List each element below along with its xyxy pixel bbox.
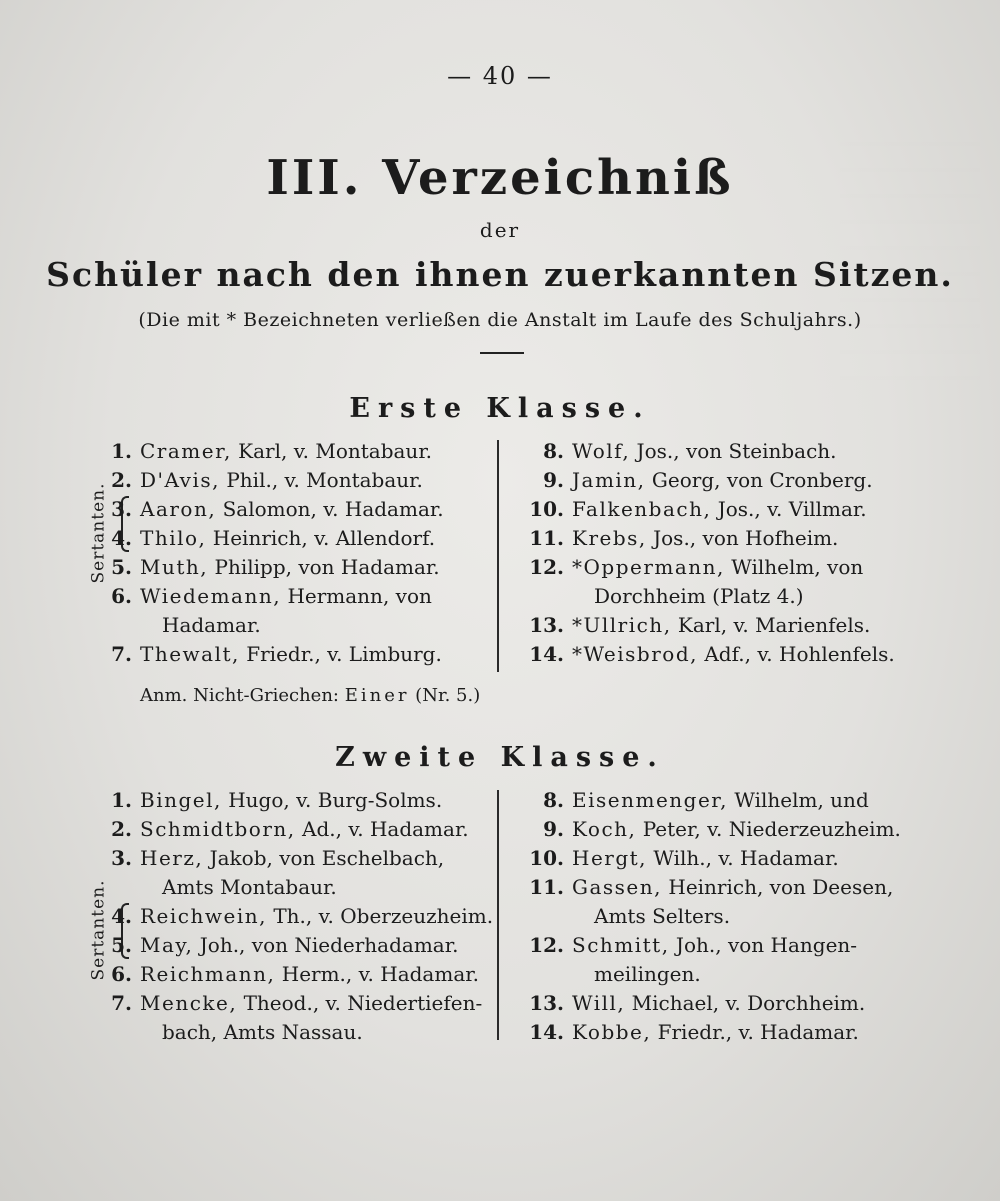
entry-continuation: Amts Montabaur. (162, 875, 337, 899)
entry-number: 11. (529, 526, 564, 550)
first-class-left-column (100, 437, 444, 669)
entry-number: 10. (529, 846, 564, 870)
student-surname: Krebs, (572, 526, 647, 550)
list-item (100, 553, 444, 582)
student-surname: Cramer, (140, 439, 232, 463)
student-details: Friedr., v. Limburg. (239, 642, 442, 666)
second-class-heading: Zweite Klasse. (335, 742, 665, 773)
entry-number: 12. (529, 555, 564, 579)
entry-number: 2. (111, 817, 132, 841)
student-surname: Eisenmenger, (572, 788, 729, 812)
student-surname: Wiedemann, (140, 584, 282, 608)
remark-line (140, 685, 480, 706)
first-class-sidenote: Sertanten. (88, 482, 109, 584)
student-surname: Gassen, (572, 875, 663, 899)
list-item (518, 873, 901, 902)
student-surname: Schmidtborn, (140, 817, 296, 841)
entry-continuation: Hadamar. (162, 613, 261, 637)
student-details: Karl, v. Montabaur. (231, 439, 433, 463)
student-details: Theod., v. Niedertiefen- (237, 991, 483, 1015)
entry-number: 9. (543, 468, 564, 492)
page-subtitle: Schüler nach den ihnen zuerkannten Sitzen. (46, 255, 954, 294)
entry-number: 2. (111, 468, 132, 492)
list-item (518, 524, 895, 553)
entry-number: 14. (529, 1020, 564, 1044)
entry-number: 7. (111, 991, 132, 1015)
student-surname: Bingel, (140, 788, 222, 812)
remark-emphasis: Einer (344, 685, 410, 706)
list-item (518, 815, 901, 844)
student-surname: Kobbe, (572, 1020, 652, 1044)
list-item (518, 495, 895, 524)
entry-continuation: meilingen. (594, 962, 701, 986)
student-details: Joh., von Hangen- (669, 933, 858, 957)
list-item (518, 466, 895, 495)
list-item (100, 931, 493, 960)
student-surname: Herz, (140, 846, 204, 870)
list-item (518, 1018, 901, 1047)
student-details: Hermann, von (281, 584, 432, 608)
first-class-right-column (518, 437, 895, 669)
entry-number: 11. (529, 875, 564, 899)
column-divider (497, 440, 499, 672)
column-divider (497, 790, 499, 1040)
student-surname: Schmitt, (572, 933, 670, 957)
entry-continuation: Amts Selters. (594, 904, 731, 928)
student-details: Jos., von Steinbach. (630, 439, 837, 463)
entry-number: 6. (111, 962, 132, 986)
list-item (518, 437, 895, 466)
student-details: Jakob, von Eschelbach, (203, 846, 445, 870)
entry-number: 8. (543, 439, 564, 463)
student-surname: *Weisbrod, (572, 642, 698, 666)
student-details: Karl, v. Marienfels. (671, 613, 871, 637)
list-item (518, 640, 895, 669)
student-details: Heinrich, von Deesen, (662, 875, 894, 899)
list-item (100, 524, 444, 553)
second-class-right-column (518, 786, 901, 1047)
first-class-heading: Erste Klasse. (349, 393, 651, 424)
entry-number: 13. (529, 991, 564, 1015)
list-item (100, 495, 444, 524)
list-item (518, 931, 901, 960)
student-details: Friedr., v. Hadamar. (651, 1020, 859, 1044)
student-details: Philipp, von Hadamar. (208, 555, 440, 579)
student-details: Salomon, v. Hadamar. (216, 497, 444, 521)
second-class-sidenote: Sertanten. (88, 879, 109, 981)
list-item (518, 844, 901, 873)
list-item (100, 815, 493, 844)
student-surname: Aaron, (140, 497, 217, 521)
student-details: Herm., v. Hadamar. (275, 962, 479, 986)
student-surname: May, (140, 933, 194, 957)
entry-number: 3. (111, 497, 132, 521)
list-item (518, 611, 895, 640)
student-details: Wilhelm, und (728, 788, 869, 812)
student-surname: D'Avis, (140, 468, 220, 492)
student-details: Wilh., v. Hadamar. (647, 846, 839, 870)
remark-prefix: Anm. Nicht-Griechen: (140, 685, 345, 706)
entry-number: 5. (111, 933, 132, 957)
entry-number: 6. (111, 584, 132, 608)
entry-number: 1. (111, 439, 132, 463)
entry-continuation: bach, Amts Nassau. (162, 1020, 363, 1044)
title-rule (480, 352, 524, 354)
student-surname: Thilo, (140, 526, 207, 550)
student-details: Ad., v. Hadamar. (295, 817, 469, 841)
departure-note: (Die mit * Bezeichneten verließen die Anstalt im Laufe des Schuljahrs.) (138, 309, 862, 331)
title-connector: der (479, 218, 521, 242)
list-item (100, 786, 493, 815)
entry-number: 14. (529, 642, 564, 666)
student-details: Michael, v. Dorchheim. (625, 991, 866, 1015)
student-surname: Reichwein, (140, 904, 267, 928)
student-surname: Wolf, (572, 439, 631, 463)
entry-number: 7. (111, 642, 132, 666)
list-item (100, 989, 493, 1018)
entry-number: 5. (111, 555, 132, 579)
student-details: Peter, v. Niederzeuzheim. (636, 817, 901, 841)
student-details: Jos., von Hofheim. (646, 526, 839, 550)
second-class-left-column (100, 786, 493, 1047)
entry-number: 1. (111, 788, 132, 812)
student-details: Adf., v. Hohlenfels. (698, 642, 895, 666)
list-item (100, 960, 493, 989)
list-item (518, 553, 895, 582)
page-number: — 40 — (447, 62, 553, 90)
list-item (100, 582, 444, 611)
entry-number: 9. (543, 817, 564, 841)
page-title: III. Verzeichniß (266, 150, 734, 206)
student-surname: Hergt, (572, 846, 648, 870)
list-item (100, 466, 444, 495)
student-surname: Jamin, (572, 468, 646, 492)
list-item (518, 989, 901, 1018)
entry-number: 4. (111, 904, 132, 928)
student-surname: Falkenbach, (572, 497, 712, 521)
entry-continuation: Dorchheim (Platz 4.) (594, 584, 804, 608)
entry-number: 12. (529, 933, 564, 957)
student-details: Joh., von Niederhadamar. (193, 933, 459, 957)
entry-number: 3. (111, 846, 132, 870)
student-details: Georg, von Cronberg. (645, 468, 873, 492)
remark-suffix: (Nr. 5.) (409, 685, 481, 706)
student-details: Jos., v. Villmar. (711, 497, 867, 521)
student-surname: Thewalt, (140, 642, 240, 666)
student-details: Wilhelm, von (724, 555, 864, 579)
list-item (100, 902, 493, 931)
list-item (100, 844, 493, 873)
student-surname: Mencke, (140, 991, 238, 1015)
entry-number: 10. (529, 497, 564, 521)
list-item (100, 640, 444, 669)
student-surname: Will, (572, 991, 626, 1015)
student-surname: Reichmann, (140, 962, 276, 986)
list-item (518, 786, 901, 815)
student-surname: Koch, (572, 817, 637, 841)
entry-number: 8. (543, 788, 564, 812)
student-details: Phil., v. Montabaur. (219, 468, 423, 492)
student-surname: Muth, (140, 555, 209, 579)
student-details: Heinrich, v. Allendorf. (206, 526, 436, 550)
list-item (100, 437, 444, 466)
student-details: Th., v. Oberzeuzheim. (266, 904, 494, 928)
entry-number: 4. (111, 526, 132, 550)
student-surname: *Oppermann, (572, 555, 725, 579)
entry-number: 13. (529, 613, 564, 637)
student-surname: *Ullrich, (572, 613, 672, 637)
student-details: Hugo, v. Burg-Solms. (221, 788, 443, 812)
